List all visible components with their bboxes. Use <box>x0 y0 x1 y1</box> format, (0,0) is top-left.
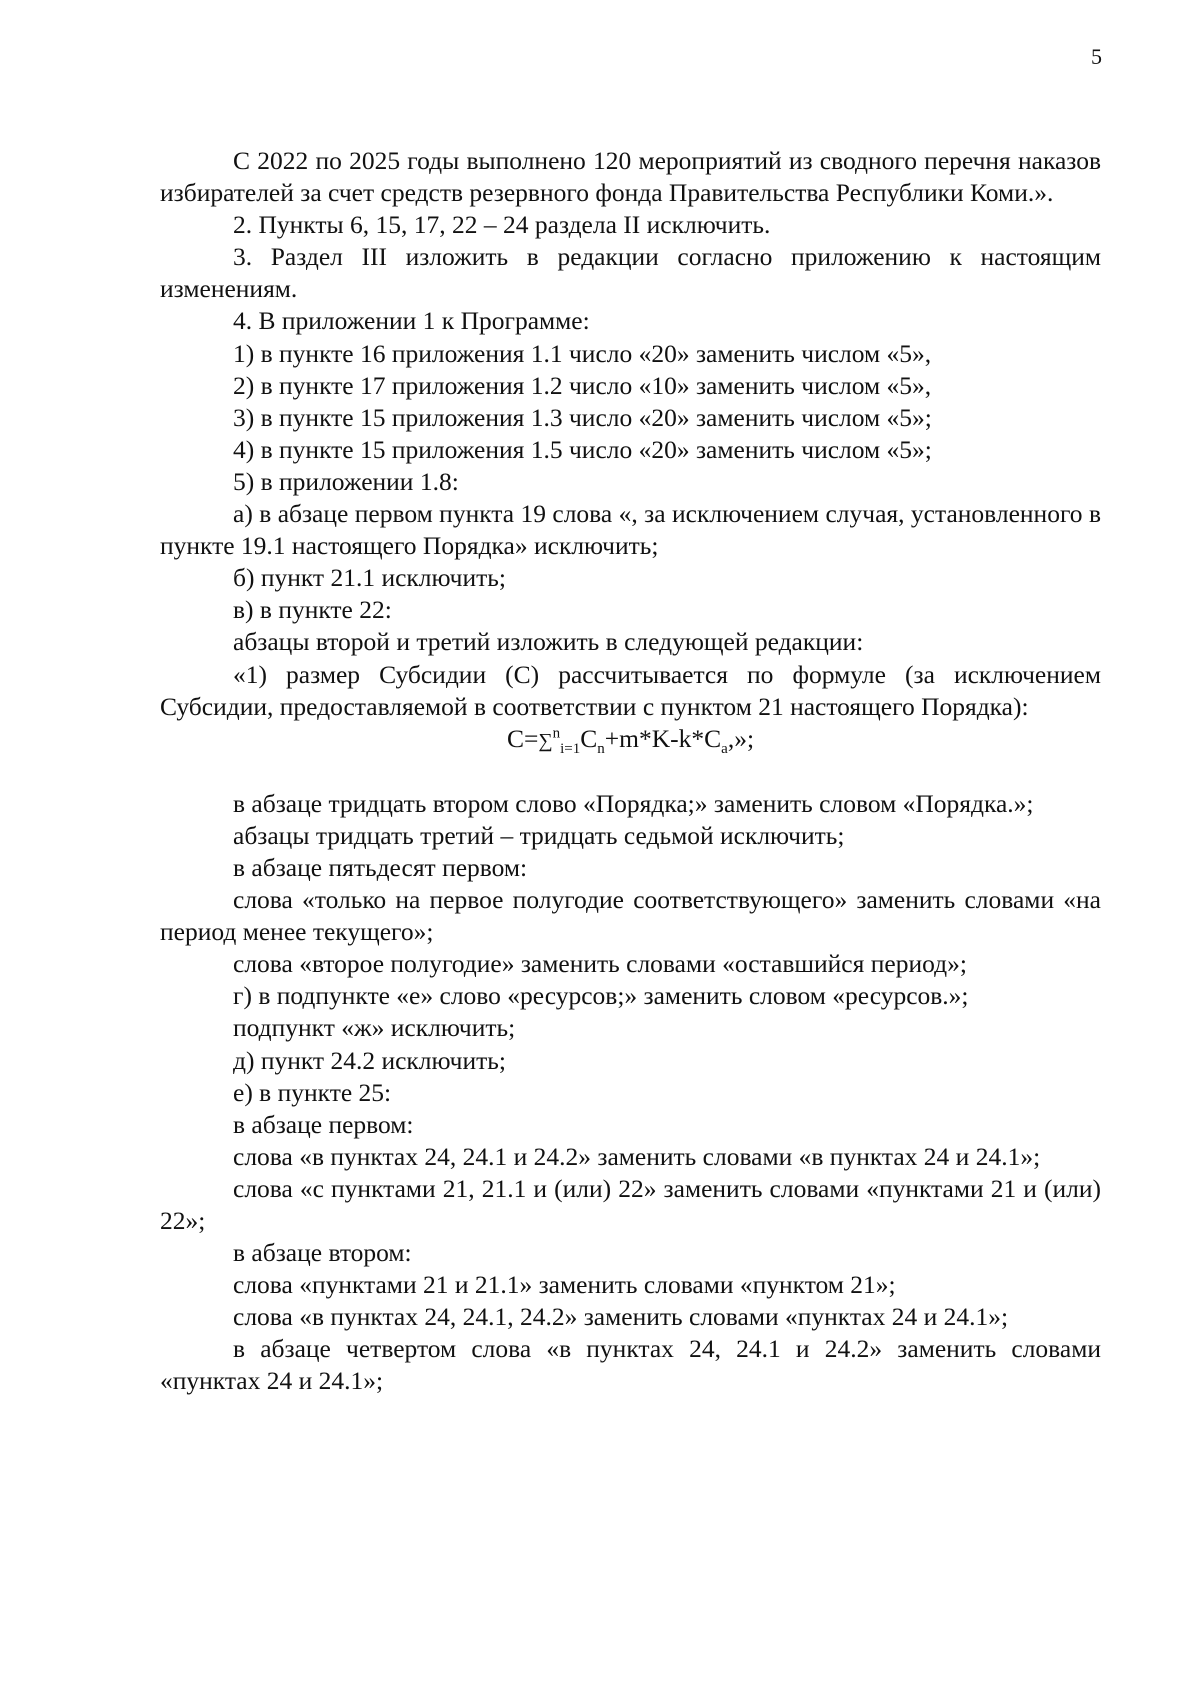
formula-term1: C <box>580 723 598 753</box>
formula-term1-sub: n <box>597 740 605 757</box>
paragraph: 2. Пункты 6, 15, 17, 22 – 24 раздела II исключить. <box>233 210 771 240</box>
paragraph: слова «в пунктах 24, 24.1 и 24.2» заменить словами «в пунктах 24 и 24.1»; <box>233 1141 1041 1171</box>
formula-term2-sub: a <box>721 740 728 757</box>
document-body <box>160 145 1101 1398</box>
paragraph: 4. В приложении 1 к Программе: <box>233 306 590 336</box>
formula-sup-n: n <box>552 725 561 742</box>
paragraph: в) в пункте 22: <box>233 595 392 625</box>
paragraph: слова «в пунктах 24, 24.1, 24.2» заменить словами «пунктах 24 и 24.1»; <box>233 1302 1009 1332</box>
formula-middle: +m*K-k*C <box>604 723 722 753</box>
paragraph: «1) размер Субсидии (С) рассчитывается по формуле (за исключением Субсидии, предоставляемой в соответствии с пунктом 21 настоящего Порядка): <box>160 659 1101 721</box>
formula-sub-i: i=1 <box>560 740 581 757</box>
paragraph: а) в абзаце первом пункта 19 слова «, за исключением случая, установленного в пункте 19.1 настоящего Порядка» исключить; <box>160 499 1101 561</box>
paragraph: в абзаце втором: <box>233 1238 412 1268</box>
paragraph: 3) в пункте 15 приложения 1.3 число «20» заменить числом «5»; <box>233 402 932 432</box>
paragraph: б) пункт 21.1 исключить; <box>233 563 506 593</box>
formula-tail: ,»; <box>727 723 755 753</box>
paragraph: слова «с пунктами 21, 21.1 и (или) 22» заменить словами «пунктами 21 и (или) 22»; <box>160 1173 1101 1235</box>
paragraph: 2) в пункте 17 приложения 1.2 число «10» заменить числом «5», <box>233 370 932 400</box>
paragraph: в абзаце четвертом слова «в пунктах 24, 24.1 и 24.2» заменить словами «пунктах 24 и 24.1»; <box>160 1334 1101 1396</box>
paragraph: 1) в пункте 16 приложения 1.1 число «20» заменить числом «5», <box>233 338 932 368</box>
paragraph: слова «второе полугодие» заменить словами «оставшийся период»; <box>233 949 967 979</box>
formula-lhs: C= <box>506 723 539 753</box>
paragraph: в абзаце первом: <box>233 1109 414 1139</box>
paragraph: 3. Раздел III изложить в редакции согласно приложению к настоящим изменениям. <box>160 242 1101 304</box>
paragraph: 5) в приложении 1.8: <box>233 466 459 496</box>
paragraph: в абзаце пятьдесят первом: <box>233 852 528 882</box>
paragraph: С 2022 по 2025 годы выполнено 120 мероприятий из сводного перечня наказов избирателей за счет средств резервного фонда Правительства Республики Коми.». <box>160 146 1101 208</box>
paragraph: слова «только на первое полугодие соответствующего» заменить словами «на период менее текущего»; <box>160 885 1101 947</box>
sum-symbol: ∑ <box>538 729 553 752</box>
paragraph: абзацы тридцать третий – тридцать седьмой исключить; <box>233 820 845 850</box>
paragraph: в абзаце тридцать втором слово «Порядка;» заменить словом «Порядка.»; <box>233 788 1034 818</box>
paragraph: подпункт «ж» исключить; <box>233 1013 516 1043</box>
subsidy-formula <box>160 723 1101 757</box>
paragraph: абзацы второй и третий изложить в следующей редакции: <box>233 627 864 657</box>
paragraph: д) пункт 24.2 исключить; <box>233 1045 506 1075</box>
paragraph: е) в пункте 25: <box>233 1077 392 1107</box>
paragraph: г) в подпункте «е» слово «ресурсов;» заменить словом «ресурсов.»; <box>233 981 969 1011</box>
paragraph: слова «пунктами 21 и 21.1» заменить словами «пунктом 21»; <box>233 1270 896 1300</box>
paragraph: 4) в пункте 15 приложения 1.5 число «20» заменить числом «5»; <box>233 434 932 464</box>
page-number: 5 <box>1091 44 1102 69</box>
